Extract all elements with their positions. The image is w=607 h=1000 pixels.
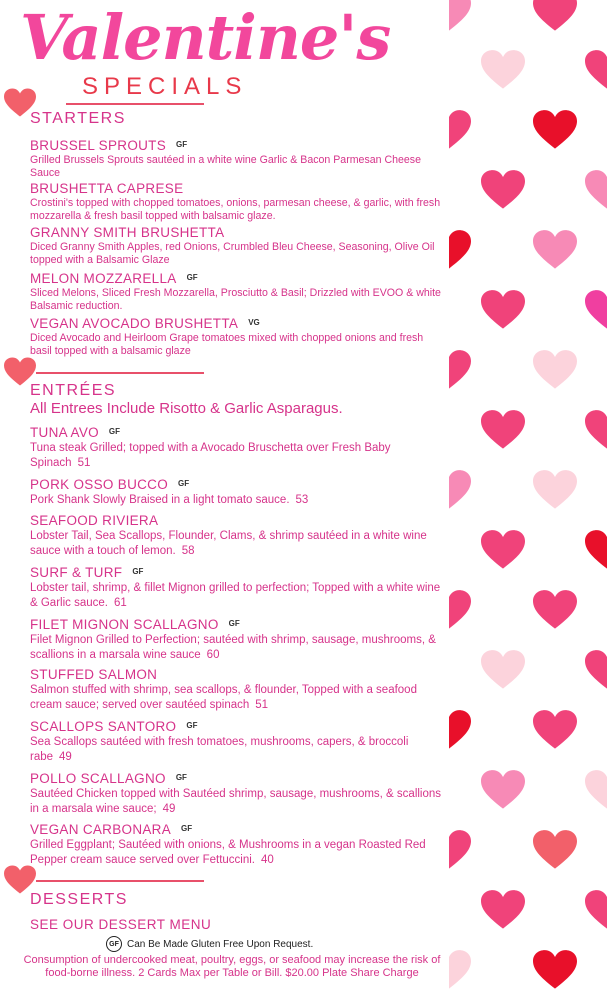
item-price: 58: [181, 545, 195, 557]
heart-icon: [481, 650, 525, 690]
heart-icon: [585, 770, 607, 810]
heart-icon: [449, 350, 471, 390]
diet-tag: GF: [186, 721, 198, 730]
entrees-heading: ENTRÉES: [30, 382, 117, 399]
item-description: Lobster Tail, Sea Scallops, Flounder, Clams, & shrimp sautéed in a white wine sauce with a touch of lemon.: [30, 530, 427, 557]
starter-item: [30, 270, 442, 312]
heart-icon: [481, 410, 525, 450]
item-price: 61: [113, 597, 127, 609]
item-name: TUNA AVO: [30, 425, 99, 440]
heart-icon: [585, 650, 607, 690]
diet-tag: GF: [132, 567, 144, 576]
item-description: Diced Avocado and Heirloom Grape tomatoes mixed with chopped onions and fresh basil topped with a balsamic glaze: [30, 332, 424, 357]
gf-note-text: Can Be Made Gluten Free Upon Request.: [127, 938, 314, 950]
starter-item: [30, 181, 442, 222]
heart-icon: [449, 710, 471, 750]
diet-tag: GF: [178, 479, 190, 488]
entree-item: [30, 770, 442, 817]
heart-icon: [449, 0, 471, 32]
heart-icon: [481, 530, 525, 570]
diet-tag: GF: [181, 824, 193, 833]
heart-icon: [449, 830, 471, 870]
diet-tag: GF: [176, 140, 188, 149]
starters-heading: STARTERS: [30, 110, 126, 127]
diet-tag: GF: [186, 273, 198, 282]
diet-tag: GF: [175, 773, 187, 782]
menu-subtitle: SPECIALS: [82, 73, 248, 100]
item-price: 53: [295, 494, 309, 506]
item-description: Sautéed Chicken topped with Sautéed shrimp, sausage, mushrooms, & scallions in a marsala wine sauce;: [30, 788, 442, 815]
item-name: FILET MIGNON SCALLAGNO: [30, 617, 219, 632]
starter-item: [30, 225, 442, 266]
heart-icon: [585, 50, 607, 90]
item-description: Tuna steak Grilled; topped with a Avocado Bruschetta over Fresh Baby Spinach: [30, 442, 391, 469]
entree-item: [30, 476, 442, 508]
gluten-free-note: [106, 936, 313, 952]
item-description: Sea Scallops sautéed with fresh tomatoes, mushrooms, capers, & broccoli rabe: [30, 736, 409, 763]
item-price: 49: [59, 751, 72, 763]
dessert-menu-link: SEE OUR DESSERT MENU: [30, 917, 212, 932]
entree-item: [30, 821, 442, 868]
divider: [66, 103, 204, 105]
item-name: GRANNY SMITH BRUSHETTA: [30, 225, 225, 240]
diet-tag: VG: [248, 318, 260, 327]
entree-item: [30, 616, 442, 663]
item-name: PORK OSSO BUCCO: [30, 477, 169, 492]
entree-item: [30, 564, 442, 611]
item-name: POLLO SCALLAGNO: [30, 771, 166, 786]
item-name: SURF & TURF: [30, 565, 123, 580]
item-price: 51: [255, 699, 269, 711]
item-name: SCALLOPS SANTORO: [30, 719, 177, 734]
divider: [36, 880, 204, 882]
entree-item: [30, 667, 442, 713]
item-description: Sliced Melons, Sliced Fresh Mozzarella, Prosciutto & Basil; Drizzled with EVOO & white Balsamic reduction.: [30, 287, 441, 312]
heart-icon: [585, 290, 607, 330]
heart-icon: [533, 590, 577, 630]
menu-title: Valentine's: [20, 1, 391, 74]
heart-icon: [533, 230, 577, 270]
heart-icon: [481, 770, 525, 810]
starter-item: [30, 137, 442, 179]
item-price: 51: [77, 457, 91, 469]
item-description: Diced Granny Smith Apples, red Onions, Crumbled Bleu Cheese, Seasoning, Olive Oil topped with a Balsamic Glaze: [30, 241, 435, 266]
item-description: Grilled Brussels Sprouts sautéed in a white wine Garlic & Bacon Parmesan Cheese Sauce: [30, 154, 421, 179]
diet-tag: GF: [108, 427, 121, 436]
item-description: Crostini's topped with chopped tomatoes, onions, parmesan cheese, & garlic, with fresh mozzarella & fresh basil topped with balsamic glaze.: [30, 197, 441, 222]
item-description: Filet Mignon Grilled to Perfection; sautéed with shrimp, sausage, mushrooms, & scallions in a marsala wine sauce: [30, 634, 436, 661]
heart-icon: [585, 890, 607, 930]
heart-icon: [449, 230, 471, 270]
starter-item: [30, 315, 442, 357]
item-description: Grilled Eggplant; Sautéed with onions, & Mushrooms in a vegan Roasted Red Pepper cream sauce served over Fettuccini.: [30, 839, 426, 866]
heart-pattern: [449, 0, 607, 1000]
item-name: MELON MOZZARELLA: [30, 271, 177, 286]
heart-icon: [585, 410, 607, 450]
gf-badge-icon: GF: [106, 936, 122, 952]
heart-icon: [481, 50, 525, 90]
heart-icon: [533, 0, 577, 32]
heart-icon: [533, 950, 577, 990]
heart-icon: [533, 470, 577, 510]
heart-icon: [449, 590, 471, 630]
heart-icon: [449, 110, 471, 150]
entree-item: [30, 424, 442, 471]
item-name: VEGAN AVOCADO BRUSHETTA: [30, 316, 239, 331]
heart-icon: [533, 350, 577, 390]
food-safety-disclaimer: Consumption of undercooked meat, poultry, eggs, or seafood may increase the risk of food-borne illness. 2 Cards Max per Table or Bill. $20.00 Plate Share Charge: [23, 954, 441, 979]
item-description: Lobster tail, shrimp, & fillet Mignon grilled to perfection; Topped with a white wine & Garlic sauce.: [30, 582, 441, 609]
heart-icon: [533, 830, 577, 870]
entrees-note: All Entrees Include Risotto & Garlic Asparagus.: [30, 400, 343, 417]
item-description: Salmon stuffed with shrimp, sea scallops, & flounder, Topped with a seafood cream sauce; served over sautéed spinach: [30, 684, 417, 711]
item-price: 49: [162, 803, 176, 815]
heart-icon: [481, 290, 525, 330]
divider: [36, 372, 204, 374]
desserts-heading: DESSERTS: [30, 891, 128, 908]
heart-icon: [481, 890, 525, 930]
item-description: Pork Shank Slowly Braised in a light tomato sauce.: [30, 494, 290, 506]
heart-icon: [585, 530, 607, 570]
heart-icon: [533, 110, 577, 150]
heart-icon: [585, 170, 607, 210]
entree-item: [30, 718, 442, 765]
heart-icon: [533, 710, 577, 750]
entree-item: [30, 513, 442, 559]
item-name: BRUSHETTA CAPRESE: [30, 181, 184, 196]
diet-tag: GF: [228, 619, 240, 628]
heart-icon: [449, 950, 471, 990]
item-name: SEAFOOD RIVIERA: [30, 513, 159, 528]
item-name: VEGAN CARBONARA: [30, 822, 172, 837]
item-name: BRUSSEL SPROUTS: [30, 138, 167, 153]
item-price: 60: [206, 649, 220, 661]
heart-icon: [481, 170, 525, 210]
item-name: STUFFED SALMON: [30, 667, 158, 682]
heart-icon: [449, 470, 471, 510]
item-price: 40: [261, 854, 274, 866]
